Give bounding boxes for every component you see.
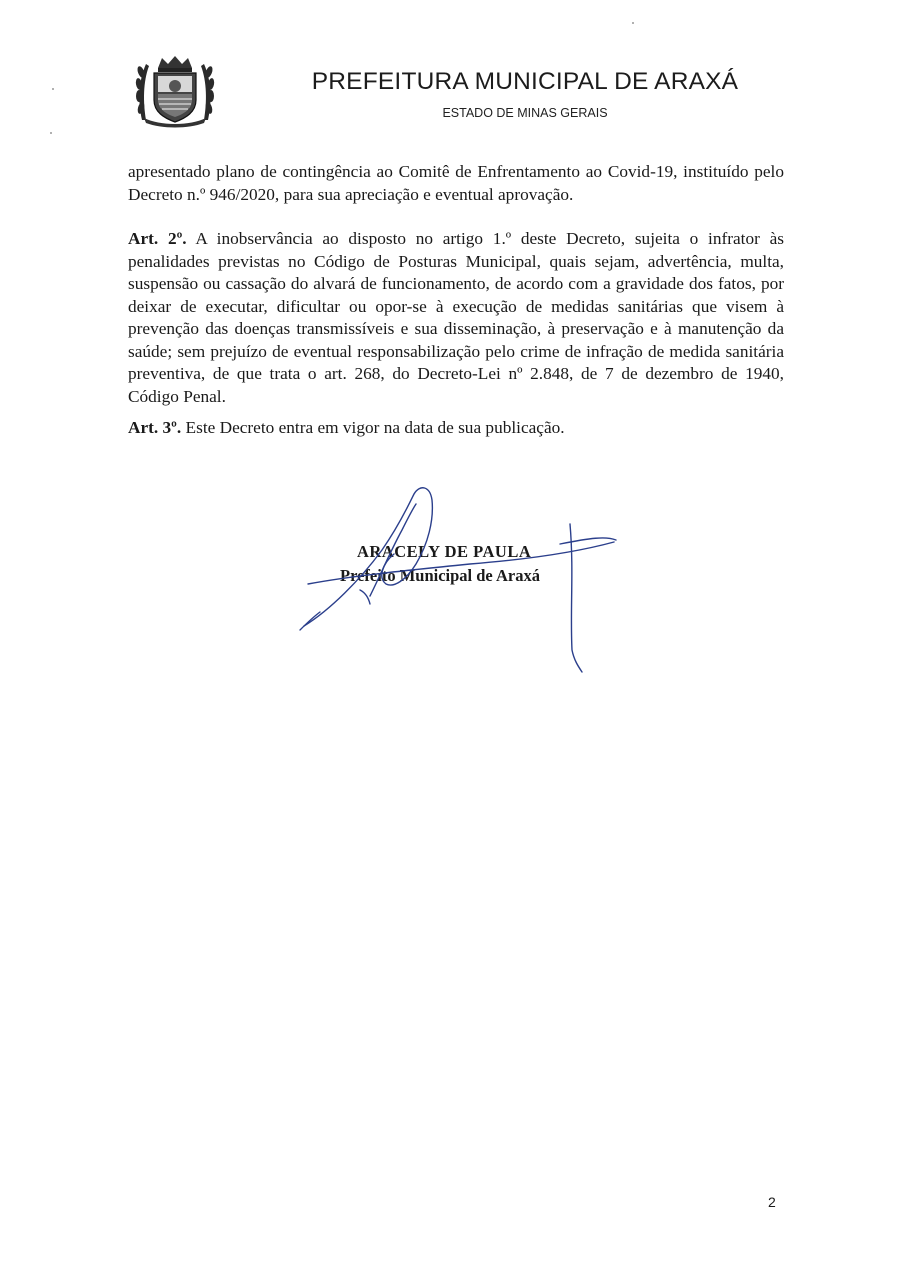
- page-subtitle: ESTADO DE MINAS GERAIS: [442, 106, 608, 120]
- article-2-text: A inobservância ao disposto no artigo 1.º deste Decreto, sujeita o infrator às penalidades previstas no Código de Posturas Municipal, quais sejam, advertência, multa, suspensão ou cassação do alvará de funcionamento, de acordo com a gravidade dos fatos, por deixar de executar, dificultar ou opor-se à execução de medidas sanitárias que visem à prevenção das doenças transmissíveis e sua disseminação, à preservação e à manutenção da saúde; sem prejuízo de eventual responsabilização pelo crime de infração de medida sanitária preventiva, de que trata o art. 268, do Decreto-Lei nº 2.848, de 7 de dezembro de 1940, Código Penal.: [128, 229, 784, 406]
- page-title: PREFEITURA MUNICIPAL DE ARAXÁ: [311, 68, 739, 95]
- signatory-name: ARACELY DE PAULA: [357, 542, 532, 561]
- article-3-text: Este Decreto entra em vigor na data de sua publicação.: [181, 418, 565, 437]
- article-3: [128, 417, 784, 440]
- scan-speck: [632, 22, 634, 24]
- page-number: 2: [768, 1194, 776, 1210]
- signatory-title: Prefeito Municipal de Araxá: [340, 566, 540, 585]
- article-3-label: Art. 3º.: [128, 418, 182, 437]
- municipal-coat-of-arms-icon: [134, 52, 216, 128]
- paragraph-text: apresentado plano de contingência ao Comitê de Enfrentamento ao Covid-19, instituído pelo Decreto n.º 946/2020, para sua apreciação e eventual aprovação.: [128, 162, 784, 204]
- article-2-label: Art. 2º.: [128, 229, 187, 248]
- scan-speck: [52, 88, 54, 90]
- article-2: [128, 228, 784, 408]
- handwritten-signature: [290, 480, 630, 680]
- paragraph-continuation: [128, 161, 784, 206]
- scan-speck: [50, 132, 52, 134]
